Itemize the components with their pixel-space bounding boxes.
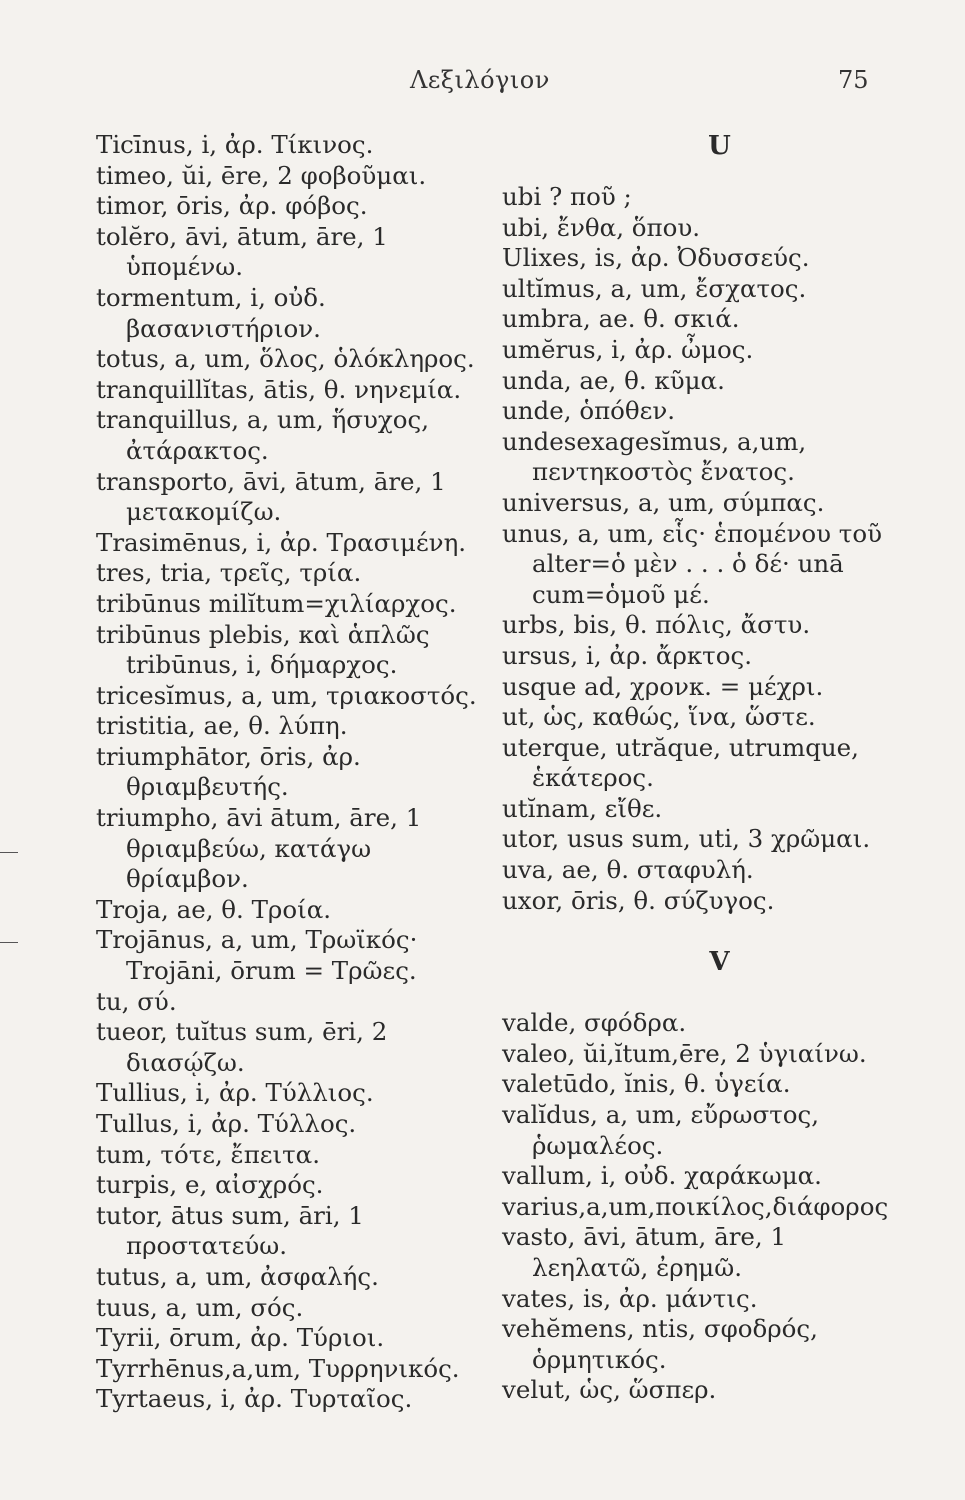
running-head — [0, 66, 965, 96]
right-column — [502, 130, 897, 1406]
glossary-entry: valde, σφόδρα. — [502, 1008, 687, 1038]
glossary-entry: Trasimēnus, i, ἀρ. Τρασιμένη. — [96, 527, 467, 557]
glossary-entry: Tullius, i, ἀρ. Τύλλιος. — [96, 1078, 374, 1108]
glossary-entry: vehĕmens, ntis, σφοδρός, ὁρμητικός. — [502, 1314, 818, 1374]
glossary-entry: tutus, a, um, ἀσφαλής. — [96, 1261, 379, 1291]
glossary-entry: uva, ae, θ. σταφυλή. — [502, 855, 754, 885]
glossary-entry: valetūdo, ĭnis, θ. ὑγεία. — [502, 1069, 791, 1099]
glossary-entry: urbs, bis, θ. πόλις, ἄστυ. — [502, 610, 811, 640]
glossary-entry: tribūnus plebis, καὶ ἁπλῶς tribūnus, i, δήμαρχος. — [96, 619, 430, 680]
page-number: 75 — [838, 66, 869, 94]
glossary-entry: Tyrii, ōrum, ἀρ. Τύριοι. — [96, 1323, 385, 1353]
glossary-entry: vasto, āvi, ātum, āre, 1 λεηλατῶ, ἐρημῶ. — [502, 1222, 787, 1282]
section-heading-v: V — [709, 947, 730, 978]
glossary-entry: tutor, ātus sum, āri, 1 προστατεύω. — [96, 1200, 364, 1261]
section-heading-u: U — [708, 131, 731, 161]
glossary-entry: tristitia, ae, θ. λύπη. — [96, 711, 348, 741]
glossary-entry: Tyrtaeus, i, ἀρ. Τυρταῖος. — [96, 1384, 413, 1414]
glossary-entry: tueor, tuĭtus sum, ēri, 2 διασῴζω. — [96, 1017, 388, 1077]
glossary-entry: undesexagesĭmus, a,um, πεντηκοστὸς ἔνατος. — [502, 426, 807, 487]
glossary-entry: universus, a, um, σύμπας. — [502, 487, 825, 517]
glossary-entry: unde, ὁπόθεν. — [502, 396, 676, 426]
edge-mark — [0, 852, 18, 853]
glossary-entry: uxor, ōris, θ. σύζυγος. — [502, 885, 775, 915]
glossary-entry: varius,a,um,ποικίλος,διάφορος — [502, 1191, 889, 1221]
glossary-entry: tres, tria, τρεῖς, τρία. — [96, 558, 362, 588]
edge-mark — [0, 942, 18, 943]
glossary-entry: tuus, a, um, σός. — [96, 1292, 304, 1322]
glossary-entry: tu, σύ. — [96, 986, 177, 1016]
glossary-entry: transporto, āvi, ātum, āre, 1 μετακομίζω. — [96, 466, 446, 527]
glossary-entry: tranquillus, a, um, ἥσυχος, ἀτάρακτος. — [96, 405, 430, 465]
glossary-entry: tricesĭmus, a, um, τριακοστός. — [96, 680, 477, 710]
glossary-entry: utĭnam, εἴθε. — [502, 793, 663, 823]
glossary-entry: ubi ? ποῦ ; — [502, 182, 632, 211]
glossary-entry: timeo, ŭi, ēre, 2 φοβοῦμαι. — [96, 160, 427, 190]
glossary-entry: Troja, ae, θ. Τροία. — [96, 894, 332, 924]
glossary-entry: umbra, ae. θ. σκιά. — [502, 304, 740, 334]
glossary-entry: tolĕro, āvi, ātum, āre, 1 ὑπομένω. — [96, 221, 388, 282]
glossary-entry: utor, usus sum, uti, 3 χρῶμαι. — [502, 824, 871, 854]
glossary-entry: Trojānus, a, um, Τρωϊκός· Trojāni, ōrum = Τρῶες. — [96, 925, 418, 986]
glossary-entry: unus, a, um, εἷς· ἑπομένου τοῦ alter=ὁ μὲν . . . ὁ δέ· unā cum=ὁμοῦ μέ. — [502, 518, 882, 609]
glossary-entry: Tyrrhēnus,a,um, Τυρρηνικός. — [96, 1353, 460, 1383]
glossary-entry: Tullus, i, ἀρ. Τύλλος. — [96, 1109, 357, 1138]
glossary-entry: triumpho, āvi ātum, āre, 1 θριαμβεύω, κατάγω θρίαμβον. — [96, 803, 422, 894]
glossary-entry: usque ad, χρονκ. = μέχρι. — [502, 671, 824, 701]
glossary-entry: tribūnus milĭtum=χιλίαρχος. — [96, 588, 457, 618]
glossary-entry: ut, ὡς, καθώς, ἵνα, ὥστε. — [502, 702, 816, 732]
glossary-entry: tum, τότε, ἔπειτα. — [96, 1139, 320, 1169]
glossary-entry: tranquillĭtas, ātis, θ. νηνεμία. — [96, 374, 462, 404]
glossary-entry: uterque, utrăque, utrumque, ἑκάτερος. — [502, 732, 859, 793]
glossary-entry: Ticīnus, i, ἀρ. Τίκινος. — [96, 130, 374, 159]
glossary-entry: timor, ōris, ἀρ. φόβος. — [96, 191, 368, 221]
glossary-entry: triumphātor, ōris, ἀρ. θριαμβευτής. — [96, 741, 361, 802]
left-column — [96, 130, 496, 1415]
glossary-entry: ursus, i, ἀρ. ἄρκτος. — [502, 640, 753, 670]
glossary-entry: vallum, i, οὐδ. χαράκωμα. — [502, 1161, 822, 1191]
glossary-entry: ubi, ἔνθα, ὅπου. — [502, 212, 701, 242]
glossary-entry: valĭdus, a, um, εὔρωστος, ῥωμαλέος. — [502, 1100, 820, 1160]
glossary-entry: unda, ae, θ. κῦμα. — [502, 365, 725, 395]
glossary-entry: Ulixes, is, ἀρ. Ὀδυσσεύς. — [502, 243, 810, 273]
glossary-entry: vates, is, ἀρ. μάντις. — [502, 1283, 758, 1313]
glossary-entry: totus, a, um, ὅλος, ὁλόκληρος. — [96, 344, 475, 374]
running-title: Λεξιλόγιον — [410, 66, 550, 94]
glossary-entry: velut, ὡς, ὥσπερ. — [502, 1375, 717, 1405]
glossary-entry: tormentum, i, οὐδ. βασανιστήριον. — [96, 282, 326, 343]
glossary-entry: turpis, e, αἰσχρός. — [96, 1170, 324, 1200]
glossary-entry: valeo, ŭi,ĭtum,ēre, 2 ὑγιαίνω. — [502, 1038, 867, 1068]
glossary-entry: umĕrus, i, ἀρ. ὦμος. — [502, 334, 754, 364]
glossary-entry: ultĭmus, a, um, ἔσχατος. — [502, 273, 807, 303]
